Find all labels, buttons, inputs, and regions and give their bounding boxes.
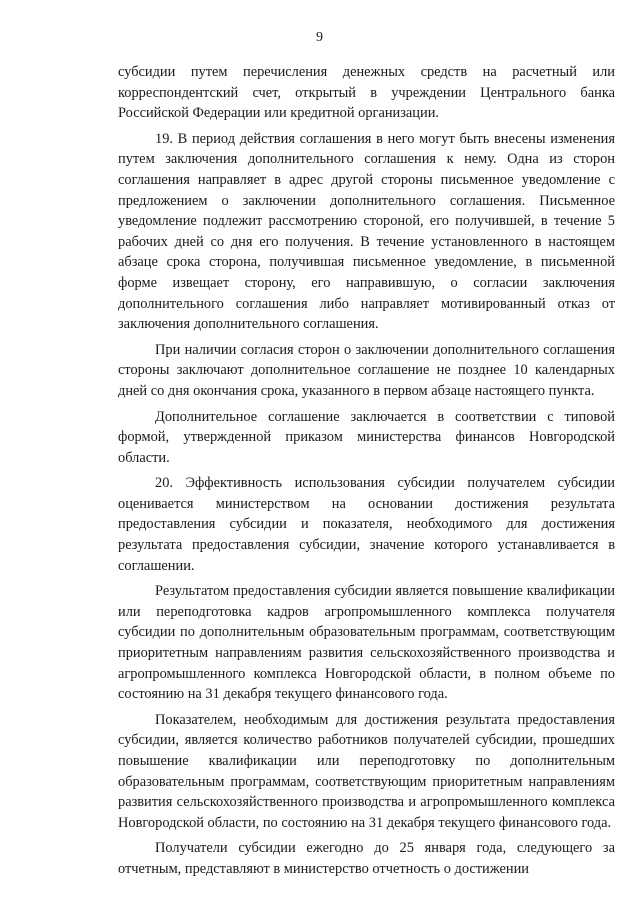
paragraph-consent: При наличии согласия сторон о заключении дополнительного соглашения стороны заключают дополнительное соглашение не позднее 10 календарных дней со дня окончания срока, указанного в первом абзаце настоящего пункта.	[118, 341, 615, 399]
paragraph-continuation: субсидии путем перечисления денежных средств на расчетный или корреспондентский счет, открытый в учреждении Центрального банка Российской Федерации или кредитной организации.	[118, 64, 615, 122]
document-body	[118, 62, 615, 885]
paragraph-result: Результатом предоставления субсидии является повышение квалификации или переподготовка кадров агропромышленного комплекса получателя субсидии по дополнительным образовательным программам, соответствующим приоритетным направлениям развития сельскохозяйственного производства и агропромышленного комплекса Новгородской области, в полном объеме по состоянию на 31 декабря текущего финансового года.	[118, 583, 615, 703]
paragraph-standard-form: Дополнительное соглашение заключается в соответствии с типовой формой, утвержденной приказом министерства финансов Новгородской области.	[118, 408, 615, 466]
paragraph-reporting: Получатели субсидии ежегодно до 25 января года, следующего за отчетным, представляют в министерство отчетность о достижении	[118, 840, 615, 877]
paragraph-clause-20: 20. Эффективность использования субсидии получателем субсидии оценивается министерством на основании достижения результата предоставления субсидии и показателя, необходимого для достижения результата предоставления субсидии, значение которого устанавливается в соглашении.	[118, 475, 615, 574]
page-number: 9	[316, 30, 323, 45]
paragraph-clause-19: 19. В период действия соглашения в него могут быть внесены изменения путем заключения дополнительного соглашения к нему. Одна из сторон соглашения направляет в адрес другой стороны письменное уведомление с предложением о заключении дополнительного соглашения. Письменное уведомление подлежит рассмотрению стороной, его получившей, в течение 5 рабочих дней со дня его получения. В течение установленного в настоящем абзаце срока сторона, получившая письменное уведомление, в письменной форме извещает сторону, его направившую, о согласии заключения дополнительного соглашения либо направляет мотивированный отказ от заключения дополнительного соглашения.	[118, 130, 615, 333]
paragraph-indicator: Показателем, необходимым для достижения результата предоставления субсидии, является количество работников получателей субсидии, прошедших повышение квалификации или переподготовку по дополнительным образовательным программам, соответствующим приоритетным направлениям развития сельскохозяйственного производства и агропромышленного комплекса Новгородской области, по состоянию на 31 декабря текущего финансового года.	[118, 711, 615, 831]
